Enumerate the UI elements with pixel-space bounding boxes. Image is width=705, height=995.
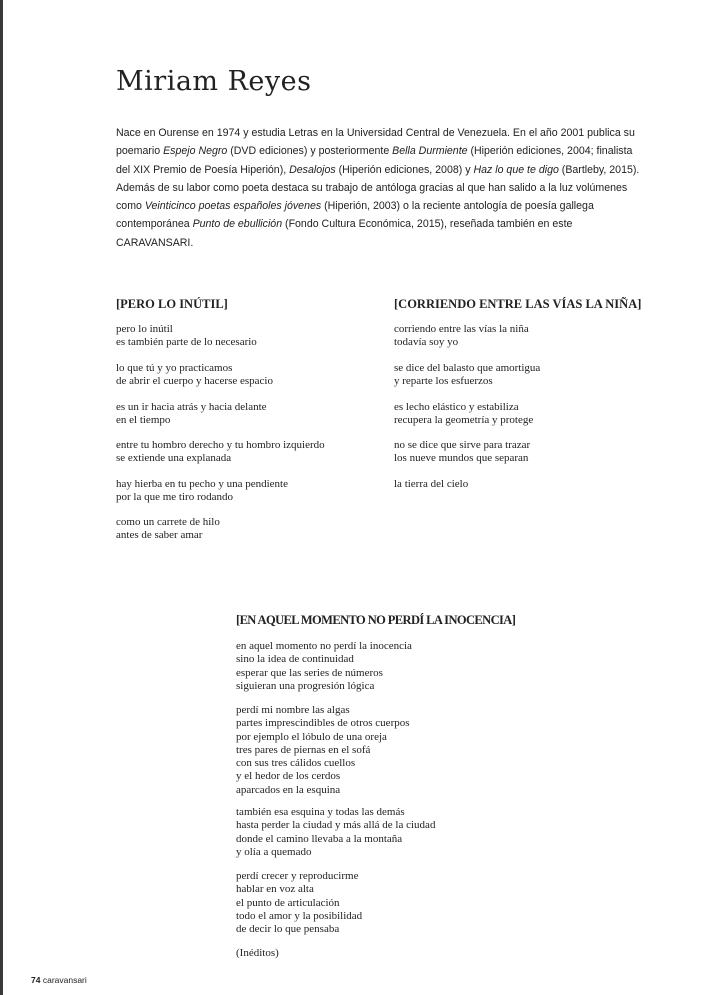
- poem-line: perdí mi nombre las algas: [236, 704, 350, 716]
- poem-line: perdí crecer y reproducirme: [236, 870, 359, 882]
- poem-line: se extiende una explanada: [116, 452, 232, 465]
- poem-line: (Inéditos): [236, 947, 279, 959]
- bio-title-veinticinco-poetas: Veinticinco poetas españoles jóvenes: [144, 200, 322, 213]
- poem-line: los nueve mundos que separan: [394, 452, 529, 465]
- bio-text: (Hiperión, 2003) o la reciente antología de poesía gallega contemporánea: [116, 200, 594, 231]
- poem-line: entre tu hombro derecho y tu hombro izquierdo: [116, 439, 325, 451]
- poem-line: y olía a quemado: [236, 845, 312, 858]
- poem-line: lo que tú y yo practicamos: [116, 362, 233, 374]
- poem-title: [EN AQUEL MOMENTO NO PERDÍ LA INOCENCIA]: [236, 613, 516, 627]
- poem-line: como un carrete de hilo: [116, 516, 220, 528]
- poem-stanza: [236, 870, 362, 936]
- bio-text: Nace en Ourense en 1974 y estudia Letras en la Universidad Central de Venezuela. En el año 2001 publica su poemario: [116, 127, 635, 158]
- poem-stanza: [116, 439, 325, 466]
- poem-stanza: [394, 439, 530, 466]
- magazine-name: caravansari: [42, 975, 87, 985]
- author-bio: [116, 124, 644, 252]
- bio-text: (DVD ediciones) y posteriormente: [227, 145, 393, 158]
- poem-title: [PERO LO INÚTIL]: [116, 297, 228, 311]
- poem-line: y reparte los esfuerzos: [394, 375, 493, 388]
- poem-line: hablar en voz alta: [236, 883, 314, 896]
- bio-title-haz-lo-que-te-digo: Haz lo que te digo: [473, 163, 559, 176]
- bio-title-punto-de-ebullicion: Punto de ebullición: [192, 218, 283, 231]
- poem-stanza: [236, 640, 412, 693]
- bio-text: (Fondo Cultura Económica, 2015), reseñada también en este CARAVANSARI.: [116, 218, 573, 249]
- poem-line: por la que me tiro rodando: [116, 491, 233, 504]
- poem-line: hasta perder la ciudad y más allá de la ciudad: [236, 819, 436, 832]
- page-number: 74: [31, 975, 41, 985]
- poem-line: pero lo inútil: [116, 323, 173, 335]
- poem-line: sino la idea de continuidad: [236, 653, 354, 666]
- bio-title-desalojos: Desalojos: [289, 163, 336, 176]
- author-name: Miriam Reyes: [116, 66, 312, 97]
- poem-title: [CORRIENDO ENTRE LAS VÍAS LA NIÑA]: [394, 297, 642, 311]
- poem-line: antes de saber amar: [116, 529, 203, 542]
- bio-text: (Hiperión ediciones, 2008) y: [335, 163, 474, 176]
- poem-line: tres pares de piernas en el sofá: [236, 743, 371, 756]
- poem-line: hay hierba en tu pecho y una pendiente: [116, 478, 288, 490]
- poem-source-note: [236, 947, 279, 960]
- bio-title-bella-durmiente: Bella Durmiente: [392, 145, 468, 158]
- poem-line: en el tiempo: [116, 414, 171, 427]
- poem-line: el punto de articulación: [236, 896, 340, 909]
- poem-stanza: [394, 323, 529, 350]
- poem-line: de abrir el cuerpo y hacerse espacio: [116, 375, 273, 388]
- poem-stanza: [116, 478, 288, 505]
- page-edge: [0, 0, 3, 995]
- poem-stanza: [394, 401, 533, 428]
- poem-line: todo el amor y la posibilidad: [236, 909, 363, 922]
- poem-line: esperar que las series de números: [236, 666, 383, 679]
- bio-text: (Hiperión ediciones, 2004; finalista del XIX Premio de Poesía Hiperión),: [116, 145, 633, 176]
- poem-line: todavía soy yo: [394, 336, 459, 349]
- poem-stanza: [116, 362, 273, 389]
- poem-line: de decir lo que pensaba: [236, 923, 340, 936]
- bio-text: (Bartleby, 2015). Además de su labor como poeta destaca su trabajo de antóloga gracias al que han salido a la luz volúmenes como: [116, 163, 640, 213]
- bio-title-espejo-negro: Espejo Negro: [163, 145, 228, 158]
- poem-line: por ejemplo el lóbulo de una oreja: [236, 730, 387, 743]
- poem-stanza: [394, 478, 468, 491]
- poem-line: aparcados en la esquina: [236, 783, 341, 796]
- poem-line: con sus tres cálidos cuellos: [236, 757, 356, 770]
- poem-line: es también parte de lo necesario: [116, 336, 257, 349]
- poem-line: en aquel momento no perdí la inocencia: [236, 640, 412, 652]
- poem-stanza: [394, 362, 540, 389]
- poem-line: y el hedor de los cerdos: [236, 770, 341, 783]
- poem-line: también esa esquina y todas las demás: [236, 806, 405, 818]
- page-footer: [31, 975, 87, 985]
- poem-stanza: [236, 704, 410, 797]
- poem-stanza: [116, 401, 267, 428]
- poem-line: es un ir hacia atrás y hacia delante: [116, 401, 267, 413]
- poem-line: donde el camino llevaba a la montaña: [236, 832, 403, 845]
- poem-line: siguieran una progresión lógica: [236, 679, 375, 692]
- poem-line: no se dice que sirve para trazar: [394, 439, 531, 451]
- poem-stanza: [116, 323, 257, 350]
- poem-line: partes imprescindibles de otros cuerpos: [236, 717, 410, 730]
- poem-stanza: [236, 806, 435, 859]
- poem-line: la tierra del cielo: [394, 478, 469, 490]
- poem-line: recupera la geometría y protege: [394, 414, 534, 427]
- poem-line: corriendo entre las vías la niña: [394, 323, 529, 335]
- poem-stanza: [116, 516, 220, 543]
- poem-line: se dice del balasto que amortigua: [394, 362, 541, 374]
- poem-line: es lecho elástico y estabiliza: [394, 401, 519, 413]
